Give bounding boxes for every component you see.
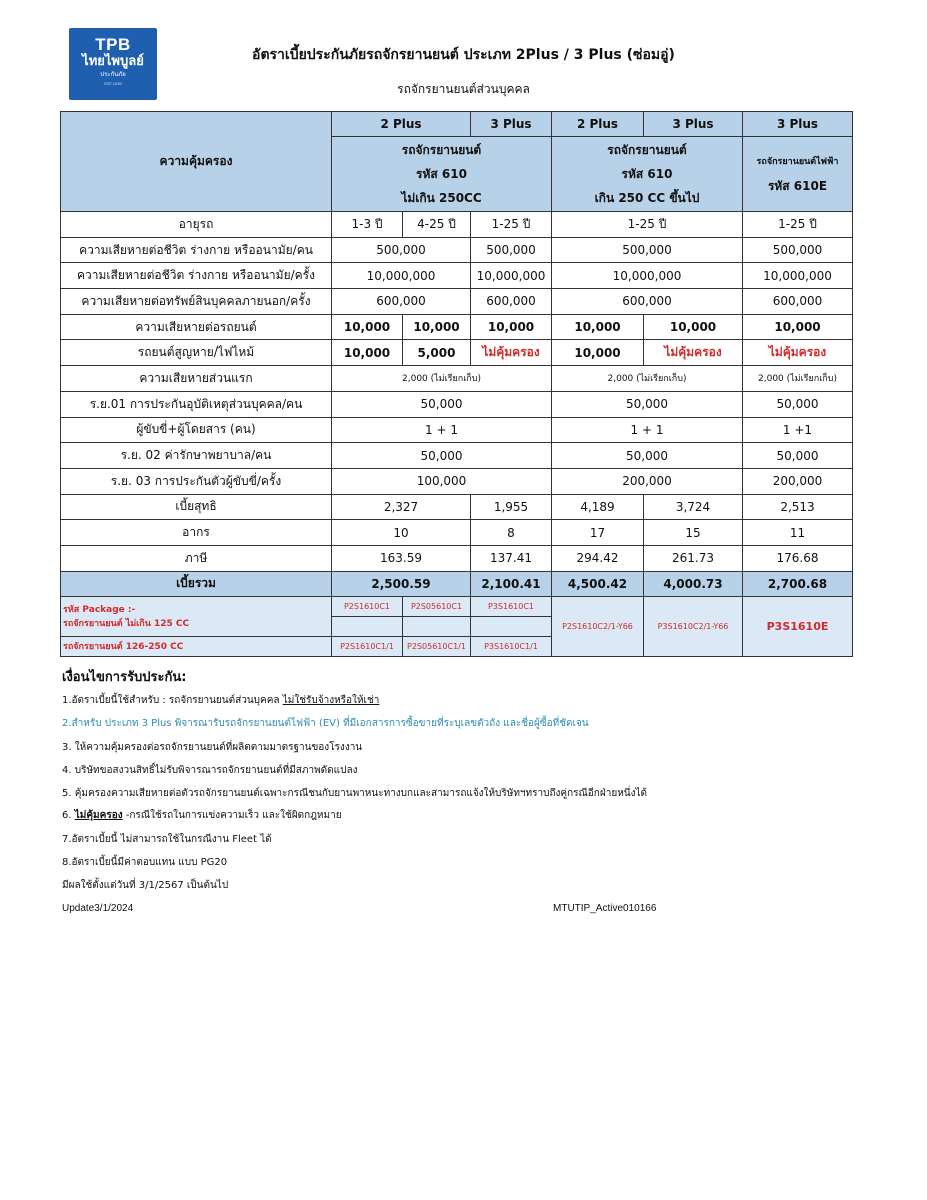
cell: 1-3 ปี <box>332 212 403 238</box>
package-code: P2S05610C1/1 <box>403 636 471 656</box>
row-package-1 <box>61 596 853 616</box>
logo-text-insurance: ประกันภัย <box>100 72 126 78</box>
package-label-126-250: รถจักรยานยนต์ 126-250 CC <box>61 636 332 656</box>
group-header-610-over250 <box>552 137 743 212</box>
package-code: P3S1610C2/1-Y66 <box>644 596 743 656</box>
cell: 1-25 ปี <box>471 212 552 238</box>
cell: 500,000 <box>332 237 471 263</box>
cell: 10,000 <box>552 340 644 366</box>
plan-label: 3 Plus <box>743 112 853 137</box>
logo-text-thai: ไทยไพบูลย์ <box>82 53 144 68</box>
logo-text-est: EST.1935 <box>104 81 122 86</box>
package-code: P2S05610C1 <box>403 596 471 616</box>
row-label: รถยนต์สูญหาย/ไฟไหม้ <box>61 340 332 366</box>
cell: 15 <box>644 520 743 546</box>
cell: 4,000.73 <box>644 571 743 596</box>
cell: 1 + 1 <box>552 417 743 443</box>
row-label: ความเสียหายต่อทรัพย์สินบุคคลภายนอก/ครั้ง <box>61 289 332 315</box>
page-title: อัตราเบี้ยประกันภัยรถจักรยานยนต์ ประเภท 2Plus / 3 Plus (ซ่อมอู่) <box>252 47 675 63</box>
condition-1 <box>62 693 379 708</box>
cell: 500,000 <box>552 237 743 263</box>
row-label: เบี้ยรวม <box>61 571 332 596</box>
package-label: รหัส Package :- <box>63 605 136 616</box>
cell: 2,000 (ไม่เรียกเก็บ) <box>552 366 743 392</box>
cell: 2,327 <box>332 494 471 520</box>
group-line: เกิน 250 CC ขึ้นไป <box>594 191 700 205</box>
cell: 600,000 <box>471 289 552 315</box>
cell: 10,000 <box>403 314 471 340</box>
cell: 50,000 <box>332 391 552 417</box>
group-line: รถจักรยานยนต์ไฟฟ้า <box>756 157 839 167</box>
group-header-610 <box>332 137 552 212</box>
group-line: รถจักรยานยนต์ <box>607 143 687 157</box>
cell: 4,500.42 <box>552 571 644 596</box>
row-stamp <box>61 520 853 546</box>
logo-text-tpb: TPB <box>95 35 131 54</box>
row-label: ความเสียหายต่อชีวิต ร่างกาย หรืออนามัย/ครั้ง <box>61 263 332 289</box>
row-death-person <box>61 237 853 263</box>
effective-date: มีผลใช้ตั้งแต่วันที่ 3/1/2567 เป็นต้นไป <box>62 880 229 891</box>
row-label: ความเสียหายส่วนแรก <box>61 366 332 392</box>
row-label: ความเสียหายต่อรถยนต์ <box>61 314 332 340</box>
cell: ไม่คุ้มครอง <box>644 340 743 366</box>
cell: 1-25 ปี <box>743 212 853 238</box>
cell: 10,000,000 <box>552 263 743 289</box>
package-code: P3S1610C1 <box>471 596 552 616</box>
row-loss-fire <box>61 340 853 366</box>
cell: 137.41 <box>471 545 552 571</box>
row-medical <box>61 443 853 469</box>
row-label: ภาษี <box>61 545 332 571</box>
row-label: ร.ย.01 การประกันอุบัติเหตุส่วนบุคคล/คน <box>61 391 332 417</box>
plan-label: 3 Plus <box>471 112 552 137</box>
rate-table <box>60 111 853 657</box>
plan-label: 3 Plus <box>644 112 743 137</box>
cell: 2,700.68 <box>743 571 853 596</box>
row-vehicle-damage <box>61 314 853 340</box>
header-row-plans <box>61 112 853 137</box>
row-net-premium <box>61 494 853 520</box>
cell: 50,000 <box>552 391 743 417</box>
package-spacer <box>332 616 403 636</box>
cell: 10,000 <box>743 314 853 340</box>
cell: 600,000 <box>743 289 853 315</box>
cell: 2,100.41 <box>471 571 552 596</box>
cell: 100,000 <box>332 468 552 494</box>
row-bail <box>61 468 853 494</box>
update-date: Update3/1/2024 <box>62 903 134 914</box>
cell: 8 <box>471 520 552 546</box>
cell: 500,000 <box>743 237 853 263</box>
cell: 4-25 ปี <box>403 212 471 238</box>
condition-text: -กรณีใช้รถในการแข่งความเร็ว และใช้ผิดกฎหมาย <box>122 810 342 821</box>
row-property <box>61 289 853 315</box>
cell: 5,000 <box>403 340 471 366</box>
cell: 1-25 ปี <box>552 212 743 238</box>
row-label: ร.ย. 02 ค่ารักษาพยาบาล/คน <box>61 443 332 469</box>
condition-7: 7.อัตราเบี้ยนี้ ไม่สามารถใช้ในกรณีงาน Fleet ได้ <box>62 834 272 845</box>
row-label: เบี้ยสุทธิ <box>61 494 332 520</box>
cell: 1,955 <box>471 494 552 520</box>
row-age <box>61 212 853 238</box>
cell: ไม่คุ้มครอง <box>471 340 552 366</box>
cell: 10,000 <box>471 314 552 340</box>
condition-6 <box>62 808 342 823</box>
package-code: P2S1610C2/1-Y66 <box>552 596 644 656</box>
package-code: P2S1610C1 <box>332 596 403 616</box>
group-line: รหัส 610E <box>767 179 828 193</box>
condition-8: 8.อัตราเบี้ยนี้มีค่าตอบแทน แบบ PG20 <box>62 857 228 868</box>
row-tax <box>61 545 853 571</box>
cell: 10 <box>332 520 471 546</box>
condition-2: 2.สำหรับ ประเภท 3 Plus พิจารณารับรถจักรยานยนต์ไฟฟ้า (EV) ที่มีเอกสารการซื้อขายที่ระบุเลขตัวถัง และชื่อผู้ซื้อที่ชัดเจน <box>62 718 589 729</box>
cell: 11 <box>743 520 853 546</box>
condition-underline: ไม่ใช่รับจ้างหรือให้เช่า <box>282 695 380 706</box>
row-pa <box>61 391 853 417</box>
document-code: MTUTIP_Active010166 <box>553 903 657 914</box>
cell: ไม่คุ้มครอง <box>743 340 853 366</box>
condition-underline: ไม่คุ้มครอง <box>74 810 123 821</box>
group-line: รถจักรยานยนต์ <box>401 143 482 157</box>
plan-label: 2 Plus <box>332 112 471 137</box>
cell: 17 <box>552 520 644 546</box>
row-label: ร.ย. 03 การประกันตัวผู้ขับขี่/ครั้ง <box>61 468 332 494</box>
cell: 1 + 1 <box>332 417 552 443</box>
cell: 10,000,000 <box>332 263 471 289</box>
row-label: อากร <box>61 520 332 546</box>
plan-label: 2 Plus <box>552 112 644 137</box>
group-line: ไม่เกิน 250CC <box>401 191 482 205</box>
coverage-header: ความคุ้มครอง <box>61 112 332 212</box>
cell: 600,000 <box>552 289 743 315</box>
cell: 50,000 <box>332 443 552 469</box>
group-line: รหัส 610 <box>416 167 467 181</box>
row-death-time <box>61 263 853 289</box>
cell: 10,000 <box>332 340 403 366</box>
package-label-125: รถจักรยานยนต์ ไม่เกิน 125 CC <box>63 619 190 630</box>
cell: 2,500.59 <box>332 571 471 596</box>
cell: 600,000 <box>332 289 471 315</box>
cell: 500,000 <box>471 237 552 263</box>
cell: 50,000 <box>743 443 853 469</box>
cell: 200,000 <box>743 468 853 494</box>
condition-text: 1.อัตราเบี้ยนี้ใช้สำหรับ : รถจักรยานยนต์ส่วนบุคคล <box>62 695 283 706</box>
cell: 163.59 <box>332 545 471 571</box>
row-deductible <box>61 366 853 392</box>
row-drivers <box>61 417 853 443</box>
cell: 50,000 <box>552 443 743 469</box>
condition-text: 6. <box>62 810 75 821</box>
company-logo <box>69 28 157 100</box>
cell: 2,000 (ไม่เรียกเก็บ) <box>743 366 853 392</box>
cell: 4,189 <box>552 494 644 520</box>
cell: 2,000 (ไม่เรียกเก็บ) <box>332 366 552 392</box>
cell: 10,000 <box>332 314 403 340</box>
cell: 1 +1 <box>743 417 853 443</box>
package-label-cell <box>61 596 332 636</box>
group-line: รหัส 610 <box>621 167 673 181</box>
condition-3: 3. ให้ความคุ้มครองต่อรถจักรยานยนต์ที่ผลิตตามมาตรฐานของโรงงาน <box>62 742 363 753</box>
row-total <box>61 571 853 596</box>
cell: 2,513 <box>743 494 853 520</box>
page-subtitle: รถจักรยานยนต์ส่วนบุคคล <box>397 82 530 96</box>
cell: 50,000 <box>743 391 853 417</box>
cell: 10,000 <box>552 314 644 340</box>
package-code: P2S1610C1/1 <box>332 636 403 656</box>
group-header-610e <box>743 137 853 212</box>
cell: 10,000,000 <box>471 263 552 289</box>
row-label: ผู้ขับขี่+ผู้โดยสาร (คน) <box>61 417 332 443</box>
cell: 3,724 <box>644 494 743 520</box>
cell: 261.73 <box>644 545 743 571</box>
cell: 294.42 <box>552 545 644 571</box>
package-code: P3S1610E <box>743 596 853 656</box>
conditions-heading: เงื่อนไขการรับประกัน: <box>62 670 187 685</box>
condition-5: 5. คุ้มครองความเสียหายต่อตัวรถจักรยานยนต์เฉพาะกรณีชนกับยานพาหนะทางบกและสามารถแจ้งให้บริษัทฯทราบถึงคู่กรณีอีกฝ่ายหนึ่งได้ <box>62 788 648 799</box>
cell: 176.68 <box>743 545 853 571</box>
cell: 200,000 <box>552 468 743 494</box>
cell: 10,000 <box>644 314 743 340</box>
package-code: P3S1610C1/1 <box>471 636 552 656</box>
row-label: อายุรถ <box>61 212 332 238</box>
package-spacer <box>471 616 552 636</box>
row-label: ความเสียหายต่อชีวิต ร่างกาย หรืออนามัย/คน <box>61 237 332 263</box>
package-spacer <box>403 616 471 636</box>
condition-4: 4. บริษัทขอสงวนสิทธิ์ไม่รับพิจารณารถจักรยานยนต์ที่มีสภาพดัดแปลง <box>62 765 358 776</box>
cell: 10,000,000 <box>743 263 853 289</box>
